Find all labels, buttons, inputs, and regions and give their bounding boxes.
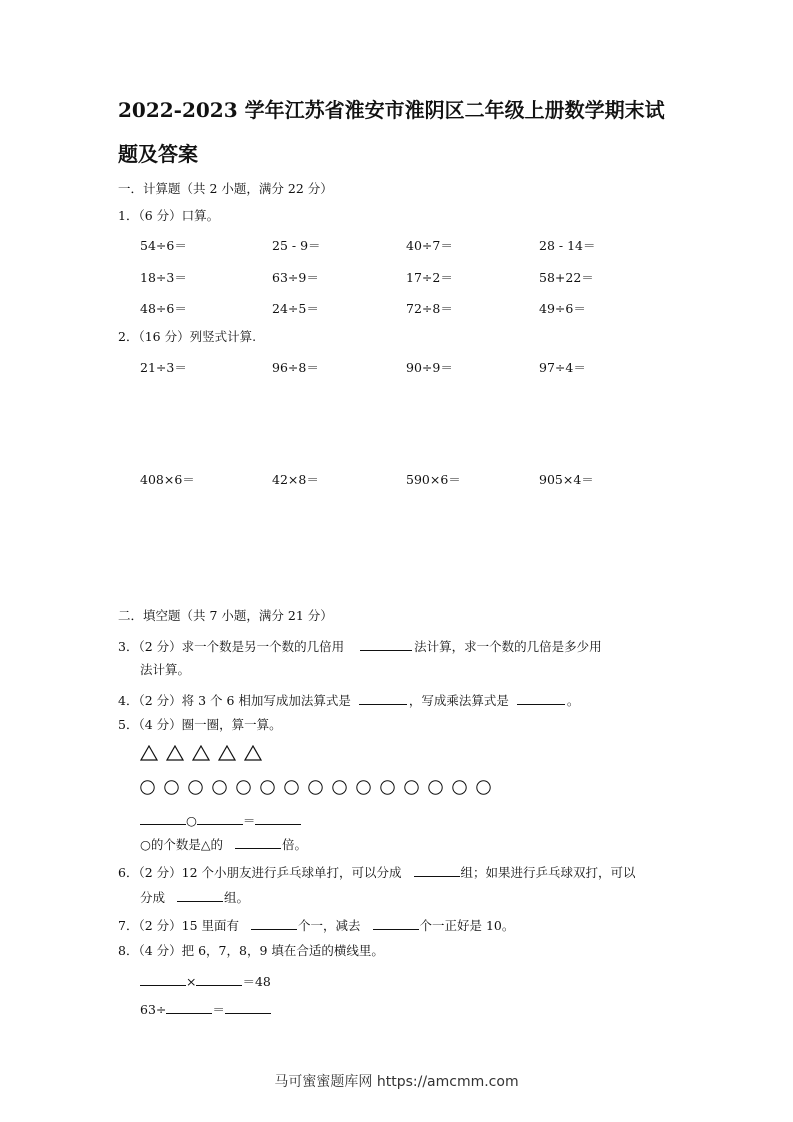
q1-item: 49÷6＝ xyxy=(539,301,586,316)
q1-item: 24÷5＝ xyxy=(272,301,319,316)
q6-blank-1[interactable] xyxy=(414,862,460,877)
q5-ratio-text-a: ○的个数是△的 xyxy=(140,837,224,852)
circle-icon xyxy=(476,780,491,795)
q7-blank-1[interactable] xyxy=(251,915,297,930)
q1-item: 40÷7＝ xyxy=(406,238,453,253)
q1-item: 58+22＝ xyxy=(539,270,594,285)
q6-text-a: 6．（2 分）12 个小朋友进行乒乓球单打，可以分成 xyxy=(118,865,402,880)
q6-text-c: 分成 xyxy=(140,890,166,905)
triangle-icon xyxy=(192,745,210,761)
q3-text-c: 法计算。 xyxy=(140,662,191,677)
q2-item: 408×6＝ xyxy=(140,472,195,487)
triangle-row xyxy=(140,745,270,761)
circle-icon xyxy=(140,780,155,795)
q4-text-c: 。 xyxy=(566,693,580,708)
circle-icon xyxy=(284,780,299,795)
q8-eq48: ＝48 xyxy=(242,974,271,989)
q5-equation xyxy=(140,810,301,830)
q8-blank-3[interactable] xyxy=(166,999,212,1014)
circle-icon xyxy=(212,780,227,795)
q5-blank-4[interactable] xyxy=(235,834,281,849)
q1-item: 28 - 14＝ xyxy=(539,238,596,253)
q1-item: 54÷6＝ xyxy=(140,238,187,253)
circle-icon xyxy=(404,780,419,795)
q6-blank-2[interactable] xyxy=(177,887,223,902)
q1-item: 63÷9＝ xyxy=(272,270,319,285)
triangle-icon xyxy=(244,745,262,761)
q8-blank-4[interactable] xyxy=(225,999,271,1014)
q3-line1 xyxy=(118,636,602,656)
q7-text-a: 7．（2 分）15 里面有 xyxy=(118,918,240,933)
circle-icon xyxy=(188,780,203,795)
circle-icon xyxy=(308,780,323,795)
q1-header: 1．（6 分）口算。 xyxy=(118,208,220,223)
section2-heading: 二．填空题（共 7 小题，满分 21 分） xyxy=(118,608,333,623)
q8-div: 63÷ xyxy=(140,1002,167,1017)
circle-icon xyxy=(452,780,467,795)
q3-blank-1[interactable] xyxy=(360,636,412,651)
q2-item: 96÷8＝ xyxy=(272,360,319,375)
q1-item: 17÷2＝ xyxy=(406,270,453,285)
q6-line1 xyxy=(118,862,636,882)
q4-blank-1[interactable] xyxy=(359,690,407,705)
q8-equation-2 xyxy=(140,999,271,1019)
circle-icon xyxy=(428,780,443,795)
q5-blank-1[interactable] xyxy=(140,810,186,825)
q4-text-b: ，写成乘法算式是 xyxy=(408,693,509,708)
circle-icon xyxy=(356,780,371,795)
q8-header: 8．（4 分）把 6，7，8，9 填在合适的横线里。 xyxy=(118,943,384,958)
q5-op-equals: ＝ xyxy=(242,813,256,828)
q4-line xyxy=(118,690,579,710)
q5-ratio-text-b: 倍。 xyxy=(282,837,308,852)
triangle-icon xyxy=(218,745,236,761)
q2-item: 905×4＝ xyxy=(539,472,594,487)
triangle-icon xyxy=(140,745,158,761)
q2-item: 97÷4＝ xyxy=(539,360,586,375)
document-title-line1: 2022-2023 学年江苏省淮安市淮阴区二年级上册数学期末试 xyxy=(118,98,665,122)
q2-item: 90÷9＝ xyxy=(406,360,453,375)
q2-item: 21÷3＝ xyxy=(140,360,187,375)
q4-blank-2[interactable] xyxy=(517,690,565,705)
circle-icon xyxy=(260,780,275,795)
q1-item: 18÷3＝ xyxy=(140,270,187,285)
circle-row xyxy=(140,780,500,795)
q6-text-b: 组；如果进行乒乓球双打，可以 xyxy=(460,865,636,880)
q4-text-a: 4．（2 分）将 3 个 6 相加写成加法算式是 xyxy=(118,693,351,708)
q2-item: 42×8＝ xyxy=(272,472,319,487)
circle-icon xyxy=(236,780,251,795)
q5-blank-2[interactable] xyxy=(197,810,243,825)
q1-item: 72÷8＝ xyxy=(406,301,453,316)
circle-icon xyxy=(332,780,347,795)
triangle-icon xyxy=(166,745,184,761)
q5-blank-3[interactable] xyxy=(255,810,301,825)
q8-eq: ＝ xyxy=(212,1002,225,1017)
q8-times: × xyxy=(186,974,197,989)
q6-line2 xyxy=(140,887,249,907)
q7-text-b: 个一，减去 xyxy=(298,918,361,933)
q5-ratio xyxy=(140,834,307,854)
q1-item: 48÷6＝ xyxy=(140,301,187,316)
q5-header: 5．（4 分）圈一圈，算一算。 xyxy=(118,717,282,732)
q8-blank-2[interactable] xyxy=(196,971,242,986)
q3-text-a: 3．（2 分）求一个数是另一个数的几倍用 xyxy=(118,639,345,654)
circle-icon xyxy=(380,780,395,795)
section1-heading: 一．计算题（共 2 小题，满分 22 分） xyxy=(118,181,333,196)
document-title-line2: 题及答案 xyxy=(118,142,198,166)
q6-text-d: 组。 xyxy=(224,890,250,905)
q3-text-b: 法计算，求一个数的几倍是多少用 xyxy=(414,639,602,654)
q7-blank-2[interactable] xyxy=(373,915,419,930)
q7-line xyxy=(118,915,514,935)
circle-icon xyxy=(164,780,179,795)
q7-text-c: 个一正好是 10。 xyxy=(419,918,515,933)
q5-op-circle: ○ xyxy=(186,813,197,828)
q2-header: 2．（16 分）列竖式计算. xyxy=(118,329,257,344)
q8-equation-1 xyxy=(140,971,271,991)
footer-watermark: 马可蜜蜜题库网 https://amcmm.com xyxy=(274,1074,519,1090)
q8-blank-1[interactable] xyxy=(140,971,186,986)
q2-item: 590×6＝ xyxy=(406,472,461,487)
q1-item: 25 - 9＝ xyxy=(272,238,321,253)
